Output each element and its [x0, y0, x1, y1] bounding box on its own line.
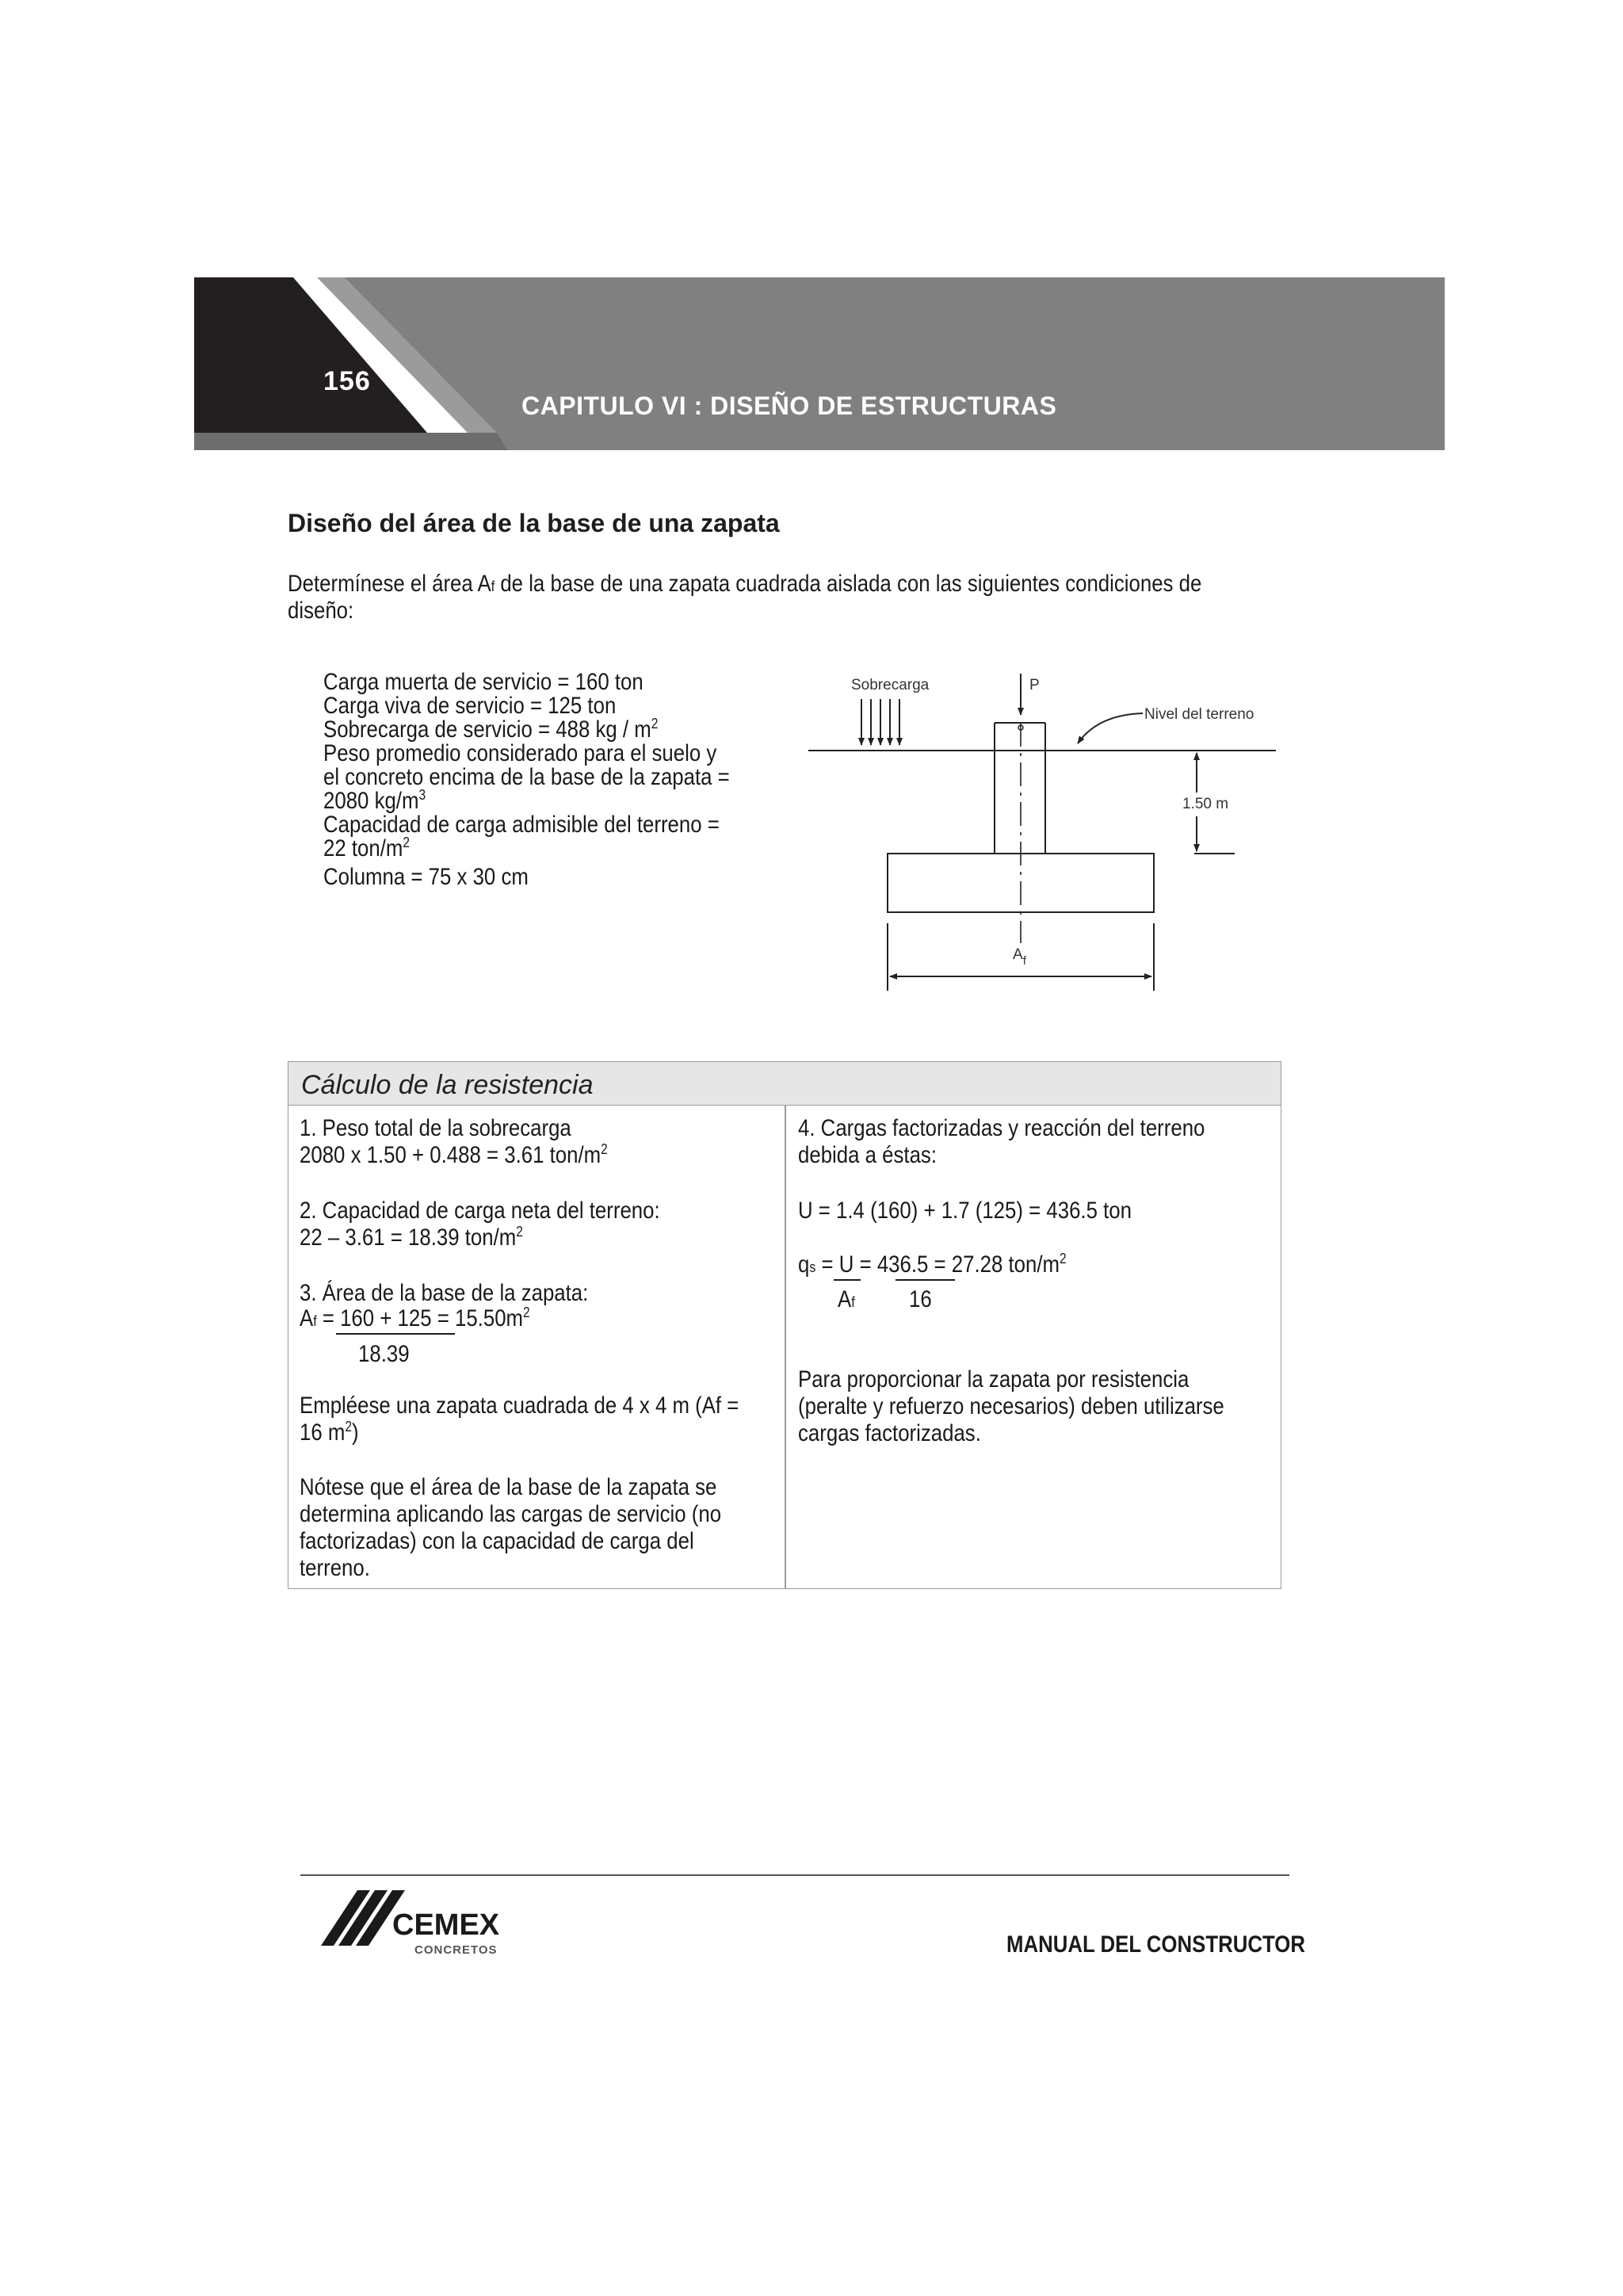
header-graphic	[194, 277, 1445, 450]
condition-column: Columna = 75 x 30 cm	[323, 864, 529, 890]
intro-line-2: diseño:	[288, 598, 354, 624]
cemex-logo	[321, 1890, 527, 1962]
surcharge-label: Sobrecarga	[851, 677, 930, 693]
right-step4-title-2: debida a éstas:	[798, 1142, 937, 1168]
load-label: P	[1029, 677, 1040, 693]
left-step3-title: 3. Área de la base de la zapata:	[300, 1280, 589, 1306]
logo-subtitle: CONCRETOS	[414, 1943, 498, 1957]
condition-live-load: Carga viva de servicio = 125 ton	[323, 693, 617, 719]
left-note-line1: Nótese que el área de la base de la zapata se	[300, 1474, 717, 1500]
chapter-title: CAPITULO VI : DISEÑO DE ESTRUCTURAS	[521, 392, 1057, 420]
area-label: $A_f$	[1013, 946, 1026, 968]
intro-line-1: Determínese el área Af de la base de una zapata cuadrada aislada con las siguientes condiciones de	[288, 571, 1202, 597]
condition-weight-1: Peso promedio considerado para el suelo y	[323, 740, 717, 766]
fraction-bar	[336, 1333, 455, 1335]
condition-dead-load: Carga muerta de servicio = 160 ton	[323, 669, 643, 695]
left-step3-denominator: 18.39	[358, 1341, 410, 1367]
chapter-header-band	[194, 277, 1445, 450]
ground-leader	[1078, 713, 1143, 743]
right-denominator-16: 16	[909, 1286, 932, 1312]
left-note-line3: factorizadas) con la capacidad de carga del	[300, 1528, 694, 1554]
table-title: Cálculo de la resistencia	[301, 1070, 594, 1100]
left-step2-title: 2. Capacidad de carga neta del terreno:	[300, 1198, 660, 1224]
logo-brand: CEMEX	[392, 1908, 500, 1942]
left-step1-calc: 2080 x 1.50 + 0.488 = 3.61 ton/$m^2$	[300, 1141, 608, 1168]
fraction-bar-value	[896, 1279, 955, 1281]
manual-title: MANUAL DEL CONSTRUCTOR	[1006, 1931, 1305, 1958]
left-step3-formula: $Af = 160 + 125 = 15.50m^2$	[300, 1305, 530, 1331]
left-step2-calc: 22 – 3.61 = 18.39 ton/$m^2$	[300, 1224, 523, 1251]
left-step4-line1: Empléese una zapata cuadrada de 4 x 4 m (Af =	[300, 1392, 739, 1419]
fraction-bar-u	[834, 1279, 861, 1281]
left-note-line4: terreno.	[300, 1555, 370, 1581]
right-note-line3: cargas factorizadas.	[798, 1420, 981, 1446]
right-note-line1: Para proporcionar la zapata por resistencia	[798, 1366, 1190, 1392]
footing-diagram	[800, 666, 1292, 999]
condition-weight-2: el concreto encima de la base de la zapata =	[323, 764, 730, 790]
condition-capacity-2: 22 ton/$m^2$	[323, 835, 411, 861]
page-number: 156	[323, 366, 371, 396]
column-divider	[785, 1106, 786, 1588]
calculation-table	[288, 1061, 1281, 1589]
right-step4-title-1: 4. Cargas factorizadas y reacción del terreno	[798, 1115, 1205, 1141]
footer-rule	[300, 1874, 1289, 1876]
left-note-line2: determina aplicando las cargas de servicio (no	[300, 1501, 722, 1527]
depth-label: 1.50 m	[1182, 796, 1229, 812]
ground-label: Nivel del terreno	[1144, 706, 1254, 723]
table-header	[288, 1062, 1281, 1106]
right-factored-load: U = 1.4 (160) + 1.7 (125) = 436.5 ton	[798, 1198, 1132, 1224]
section-title: Diseño del área de la base de una zapata	[288, 509, 780, 537]
header-base-strip	[194, 433, 507, 450]
condition-surcharge: Sobrecarga de servicio = 488 kg / $m^2$	[323, 716, 659, 743]
left-step1-title: 1. Peso total de la sobrecarga	[300, 1115, 571, 1141]
right-note-line2: (peralte y refuerzo necesarios) deben utilizarse	[798, 1393, 1224, 1419]
condition-weight-3: 2080 $kg/m^3$	[323, 787, 426, 814]
left-step4-line2: 16 $m^2$)	[300, 1419, 359, 1446]
condition-capacity-1: Capacidad de carga admisible del terreno =	[323, 812, 720, 838]
right-denominator-af: Af	[838, 1286, 855, 1312]
right-reaction-formula: qs = U = 436.5 = 27.28 ton/$m^2$	[798, 1251, 1067, 1278]
